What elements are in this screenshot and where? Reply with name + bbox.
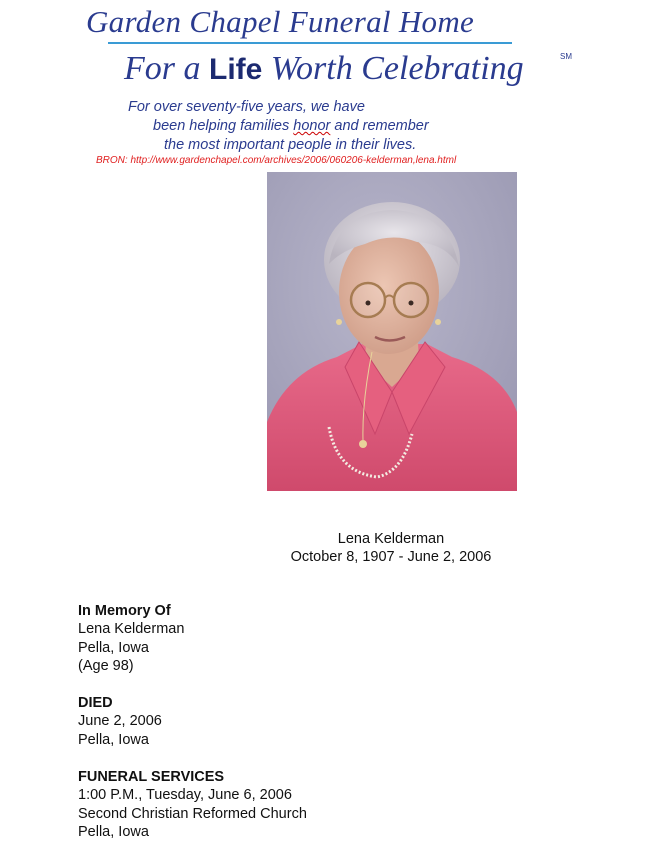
caption-name: Lena Kelderman bbox=[337, 531, 445, 547]
memory-place: Pella, Iowa bbox=[78, 639, 149, 656]
left-eye bbox=[366, 301, 371, 306]
in-memory-section bbox=[78, 602, 184, 675]
caption-dates: October 8, 1907 - June 2, 2006 bbox=[290, 549, 492, 565]
blurb-line-2 bbox=[153, 118, 429, 134]
right-eye bbox=[409, 301, 414, 306]
right-earring bbox=[435, 319, 441, 325]
tagline bbox=[124, 50, 524, 88]
memory-name: Lena Kelderman bbox=[78, 621, 185, 638]
died-date: June 2, 2006 bbox=[78, 713, 162, 730]
service-mark: SM bbox=[560, 52, 572, 61]
portrait-photo-icon bbox=[267, 172, 517, 491]
source-url: BRON: http://www.gardenchapel.com/archives/2006/060206-kelderman,lena.html bbox=[96, 155, 457, 166]
honor-word: honor bbox=[293, 118, 331, 134]
tagline-suffix: Worth Celebrating bbox=[262, 50, 524, 87]
left-lens bbox=[351, 283, 385, 317]
funeral-services-section bbox=[78, 768, 307, 841]
pendant bbox=[359, 440, 367, 448]
funeral-home-title: Garden Chapel Funeral Home bbox=[86, 4, 475, 39]
blurb-line-2-end: and remember bbox=[330, 118, 429, 134]
in-memory-heading: In Memory Of bbox=[78, 603, 171, 619]
died-section bbox=[78, 694, 162, 749]
tagline-prefix: For a bbox=[124, 50, 209, 87]
funeral-place: Pella, Iowa bbox=[78, 823, 149, 840]
funeral-time: 1:00 P.M., Tuesday, June 6, 2006 bbox=[78, 787, 292, 804]
portrait-photo bbox=[267, 172, 517, 491]
tagline-life: Life bbox=[209, 53, 263, 86]
died-place: Pella, Iowa bbox=[78, 731, 149, 748]
photo-caption bbox=[280, 530, 502, 566]
blurb-line-1: For over seventy-five years, we have bbox=[128, 99, 365, 115]
funeral-church: Second Christian Reformed Church bbox=[78, 805, 307, 822]
title-underline bbox=[108, 42, 512, 44]
left-earring bbox=[336, 319, 342, 325]
right-lens bbox=[394, 283, 428, 317]
blurb-line-2-start: been helping families bbox=[153, 118, 294, 134]
blurb-line-3: the most important people in their lives. bbox=[164, 137, 417, 153]
died-heading: DIED bbox=[78, 695, 113, 711]
funeral-services-heading: FUNERAL SERVICES bbox=[78, 769, 225, 785]
memory-age: (Age 98) bbox=[78, 657, 134, 674]
